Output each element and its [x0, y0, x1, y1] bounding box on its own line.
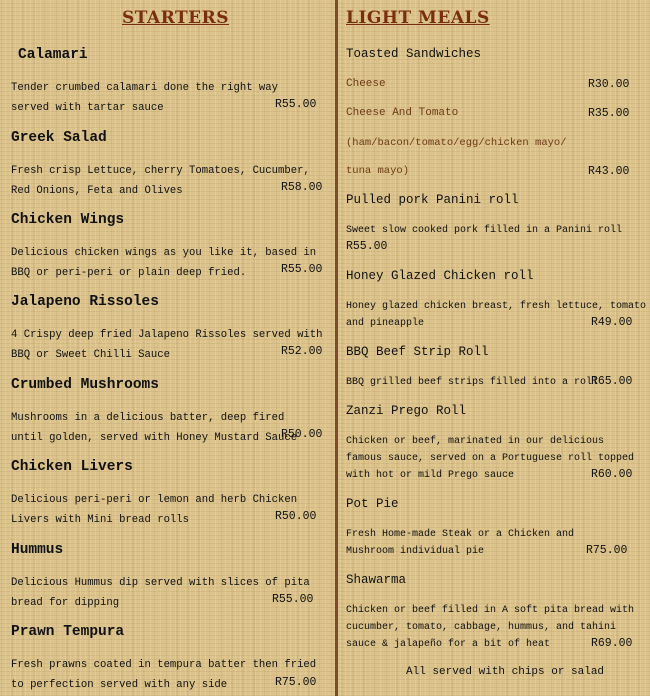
menu-item-description: Mushrooms in a delicious batter, deep fired until golden, served with Honey Mustard Sauce	[11, 412, 298, 444]
menu-item-title: Chicken Livers	[11, 459, 133, 475]
menu-item-price: R50.00	[275, 510, 317, 523]
menu-item-description: 4 Crispy deep fried Jalapeno Rissoles served with BBQ or Sweet Chilli Sauce	[11, 329, 323, 361]
menu-item-price: R65.00	[591, 375, 633, 388]
light-meals-heading: LIGHT MEALS	[346, 8, 490, 28]
menu-item-price: R55.00	[281, 263, 323, 276]
menu-item-title: Crumbed Mushrooms	[11, 377, 159, 393]
menu-item-price: R52.00	[281, 345, 323, 358]
menu-item-price: R50.00	[281, 428, 323, 441]
menu-item-description: Fresh prawns coated in tempura batter then fried to perfection served with any side	[11, 659, 317, 691]
menu-item-description: Chicken or beef filled in A soft pita bread with cucumber, tomato, cabbage, hummus, and tahini sauce & jalapeño for a bit of heat	[346, 605, 635, 650]
menu-item-title: Greek Salad	[11, 130, 107, 146]
menu-item-title: Pot Pie	[346, 497, 399, 511]
sandwich-option-price: R35.00	[588, 107, 630, 120]
sandwich-option-label: Cheese	[346, 78, 386, 90]
menu-item-title: Prawn Tempura	[11, 624, 125, 640]
menu-item-price: R75.00	[586, 544, 628, 557]
menu-item-description: Tender crumbed calamari done the right way served with tartar sauce	[11, 82, 279, 114]
menu-item-title: Jalapeno Rissoles	[11, 294, 159, 310]
menu-item-title: Chicken Wings	[11, 212, 125, 228]
menu-item-title: Honey Glazed Chicken roll	[346, 269, 534, 283]
menu-item-title: Shawarma	[346, 573, 407, 587]
sandwich-option-price: R30.00	[588, 78, 630, 91]
menu-item-title: BBQ Beef Strip Roll	[346, 345, 489, 359]
sandwich-combo-price: R43.00	[588, 165, 630, 178]
menu-item-price: R55.00	[346, 240, 388, 253]
menu-item-price: R55.00	[272, 593, 314, 606]
menu-item-title: Calamari	[18, 47, 88, 63]
menu-item-price: R60.00	[591, 468, 633, 481]
menu-item-title: Hummus	[11, 542, 64, 558]
menu-item-description: BBQ grilled beef strips filled into a roll	[346, 377, 599, 388]
footer-note: All served with chips or salad	[406, 666, 605, 678]
menu-item-description: Sweet slow cooked pork filled in a Panini roll	[346, 225, 623, 236]
menu-item-description: Fresh Home-made Steak or a Chicken and Mushroom individual pie	[346, 529, 575, 557]
menu-item-description: Delicious chicken wings as you like it, based in BBQ or peri-peri or plain deep fried.	[11, 247, 317, 279]
menu-item-description: Fresh crisp Lettuce, cherry Tomatoes, Cucumber, Red Onions, Feta and Olives	[11, 165, 310, 197]
menu-item-price: R69.00	[591, 637, 633, 650]
sandwich-combo-line: tuna mayo)	[346, 165, 410, 177]
menu-item-description: Delicious peri-peri or lemon and herb Chicken Livers with Mini bread rolls	[11, 494, 298, 526]
menu-item-title: Pulled pork Panini roll	[346, 193, 519, 207]
sandwich-option-label: Cheese And Tomato	[346, 107, 459, 119]
menu-item-price: R49.00	[591, 316, 633, 329]
sandwich-combo-line: (ham/bacon/tomato/egg/chicken mayo/	[346, 137, 567, 149]
menu-item-price: R75.00	[275, 676, 317, 689]
menu-item-description: Chicken or beef, marinated in our delicious famous sauce, served on a Portuguese roll topped with hot or mild Prego sauce	[346, 436, 635, 481]
light-meals-column	[341, 0, 650, 696]
menu-item-price: R58.00	[281, 181, 323, 194]
menu-item-description: Delicious Hummus dip served with slices of pita bread for dipping	[11, 577, 310, 609]
starters-heading: STARTERS	[122, 8, 230, 28]
menu-item-description: Honey glazed chicken breast, fresh lettuce, tomato and pineapple	[346, 301, 647, 329]
menu-item-title: Toasted Sandwiches	[346, 47, 482, 61]
menu-item-price: R55.00	[275, 98, 317, 111]
menu-item-title: Zanzi Prego Roll	[346, 404, 467, 418]
